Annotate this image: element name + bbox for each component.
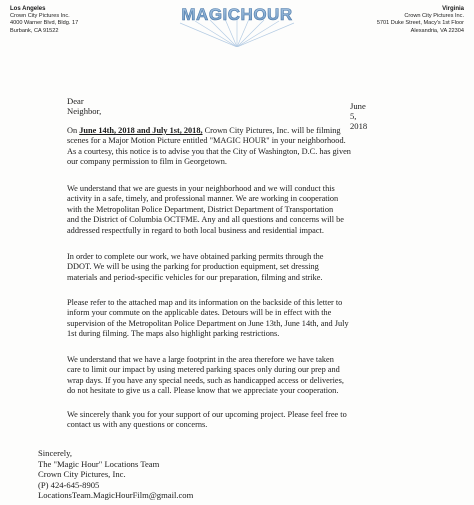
- address-right: [377, 6, 464, 35]
- signature-block: [38, 448, 193, 501]
- address-right-company: Crown City Pictures Inc.: [404, 13, 464, 20]
- address-left-street: 4000 Warner Blvd, Bldg. 17: [10, 20, 79, 27]
- logo-text: MAGICHOUR: [181, 5, 293, 24]
- paragraph-thanks: [67, 410, 457, 431]
- signoff: Sincerely,: [38, 448, 73, 458]
- paragraph-line: addressed respectfully in regard to both local business and residential impact.: [67, 225, 324, 235]
- paragraph-line: DDOT. We will be using the parking for production equipment, set dressing: [67, 262, 319, 272]
- paragraph-cooperation: [67, 184, 457, 236]
- paragraph-line: In order to complete our work, we have obtained parking permits through the: [67, 252, 324, 261]
- paragraph-line: with the Metropolitan Police Department, District Department of Transportation: [67, 204, 334, 214]
- magic-hour-logo: [150, 3, 324, 47]
- address-right-citystate: Alexandria, VA 22304: [410, 27, 464, 34]
- paragraph-line: We understand that we have a large footprint in the area therefore we have taken: [67, 355, 334, 364]
- paragraph-map: [67, 298, 457, 340]
- paragraph-line: and the District of Columbia OCTFME. Any and all questions and concerns will be: [67, 215, 344, 225]
- contact-email: LocationsTeam.MagicHourFilm@gmail.com: [38, 490, 194, 501]
- address-left-company: Crown City Pictures Inc.: [10, 13, 70, 20]
- paragraph-line: Please refer to the attached map and its information on the backside of this letter to: [67, 298, 343, 307]
- paragraph-line: activity in a safe, timely, and professional manner. We are working in cooperation: [67, 194, 339, 204]
- paragraph-intro-line-2: scenes for a Major Motion Picture entitled "MAGIC HOUR" in your neighborhood.: [67, 136, 346, 146]
- letter-date: June 5, 2018: [350, 101, 368, 131]
- contact-phone: (P) 424-645-8905: [38, 479, 100, 490]
- paragraph-line: contact us with any questions or concerns.: [67, 420, 208, 430]
- paragraph-parking: [67, 252, 457, 283]
- paragraph-intro-line-4: our company permission to film in Georgetown.: [67, 157, 227, 167]
- intro-line-1-rest: Crown City Pictures, Inc. will be filming: [202, 126, 341, 135]
- paragraph-intro: [67, 126, 457, 168]
- paragraph-line: wrap days. If you have any special needs, such as handicapped access or deliveries,: [67, 375, 344, 385]
- paragraph-line: inform your commute on the applicable dates. Detours will be in effect with the: [67, 308, 332, 318]
- address-left-city: Los Angeles: [10, 6, 46, 12]
- paragraph-intro-line-1: [67, 126, 457, 136]
- filming-dates: June 14th, 2018 and July 1st, 2018,: [79, 126, 203, 135]
- paragraph-line: do not hesitate to give us a call. Please know that we appreciate your cooperation.: [67, 386, 339, 396]
- paragraph-line: 1st during filming. The maps also highlight parking restrictions.: [67, 329, 280, 339]
- paragraph-line: supervision of the Metropolitan Police Department on June 13th, June 14th, and July: [67, 318, 349, 328]
- intro-lead: On: [67, 126, 80, 135]
- paragraph-footprint: [67, 355, 457, 397]
- address-right-street: 5701 Duke Street, Macy's 1st Floor: [376, 20, 464, 27]
- paragraph-line: care to limit our impact by using metered parking spaces only during our prep and: [67, 365, 340, 375]
- address-right-city: Virginia: [442, 6, 464, 12]
- address-left: [10, 6, 78, 35]
- signature-company: Crown City Pictures, Inc.: [38, 469, 126, 480]
- salutation: Dear Neighbor,: [67, 96, 102, 116]
- address-left-citystate: Burbank, CA 91522: [10, 27, 59, 34]
- paragraph-line: materials and period-specific vehicles for our preparation, filming and strike.: [67, 272, 323, 282]
- paragraph-line: We understand that we are guests in your neighborhood and we will conduct this: [67, 184, 335, 193]
- paragraph-intro-line-3: As a courtesy, this notice is to advise you that the City of Washington, D.C. has given: [67, 146, 351, 156]
- paragraph-line: We sincerely thank you for your support of our upcoming project. Please feel free to: [67, 410, 347, 419]
- signature-team: The "Magic Hour" Locations Team: [38, 458, 160, 469]
